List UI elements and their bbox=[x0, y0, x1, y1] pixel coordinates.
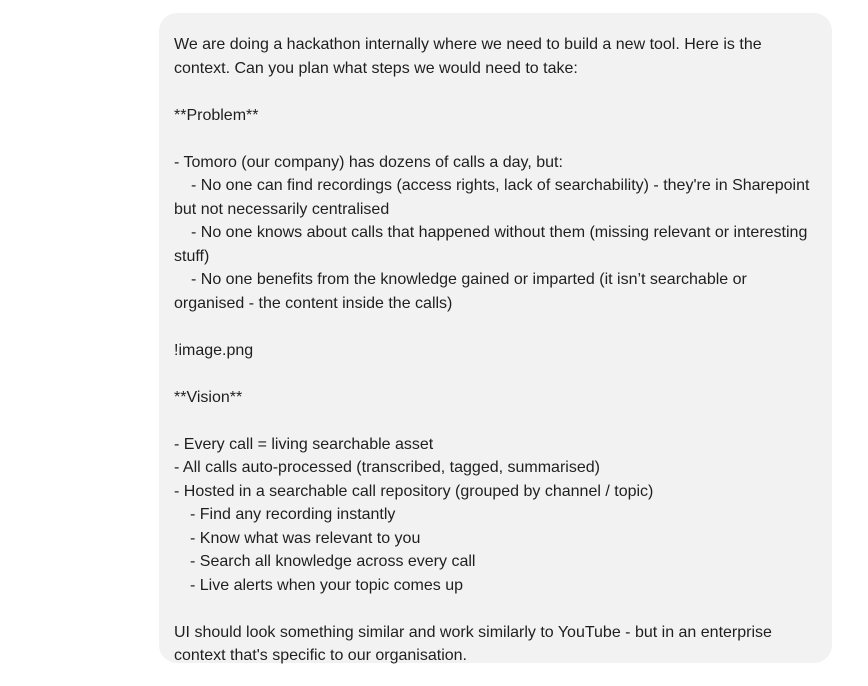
vision-heading: **Vision** bbox=[174, 388, 243, 406]
blank-line bbox=[174, 315, 817, 339]
blank-line bbox=[174, 597, 817, 621]
problem-heading: **Problem** bbox=[174, 106, 259, 124]
blank-line bbox=[174, 80, 817, 104]
vision-item: - Every call = living searchable asset bbox=[174, 435, 434, 453]
problem-lead: - Tomoro (our company) has dozens of calls a day, but: bbox=[174, 153, 563, 171]
blank-line bbox=[174, 362, 817, 386]
problem-item: - No one benefits from the knowledge gained or imparted (it isn’t searchable or organised - the content inside the calls) bbox=[174, 271, 752, 312]
vision-subitem: - Know what was relevant to you bbox=[190, 529, 421, 547]
vision-subitem: - Live alerts when your topic comes up bbox=[190, 576, 464, 594]
problem-item: - No one knows about calls that happened without them (missing relevant or interesting stuff) bbox=[174, 224, 812, 265]
vision-subitem: - Find any recording instantly bbox=[190, 506, 396, 523]
vision-item: - All calls auto-processed (transcribed, tagged, summarised) bbox=[174, 459, 600, 476]
blank-line bbox=[174, 409, 817, 433]
message-closing: UI should look something similar and work similarly to YouTube - but in an enterprise context that's specific to our organisation. bbox=[174, 623, 777, 664]
vision-subitem: - Search all knowledge across every call bbox=[190, 553, 476, 570]
problem-item: - No one can find recordings (access rights, lack of searchability) - they're in Sharepoint but not necessarily centralised bbox=[174, 177, 814, 218]
image-reference: !image.png bbox=[174, 341, 254, 359]
vision-item: - Hosted in a searchable call repository (grouped by channel / topic) bbox=[174, 482, 654, 500]
message-intro: We are doing a hackathon internally where we need to build a new tool. Here is the context. Can you plan what steps we would need to take: bbox=[174, 36, 767, 77]
user-message-bubble bbox=[159, 13, 832, 663]
blank-line bbox=[174, 127, 817, 151]
